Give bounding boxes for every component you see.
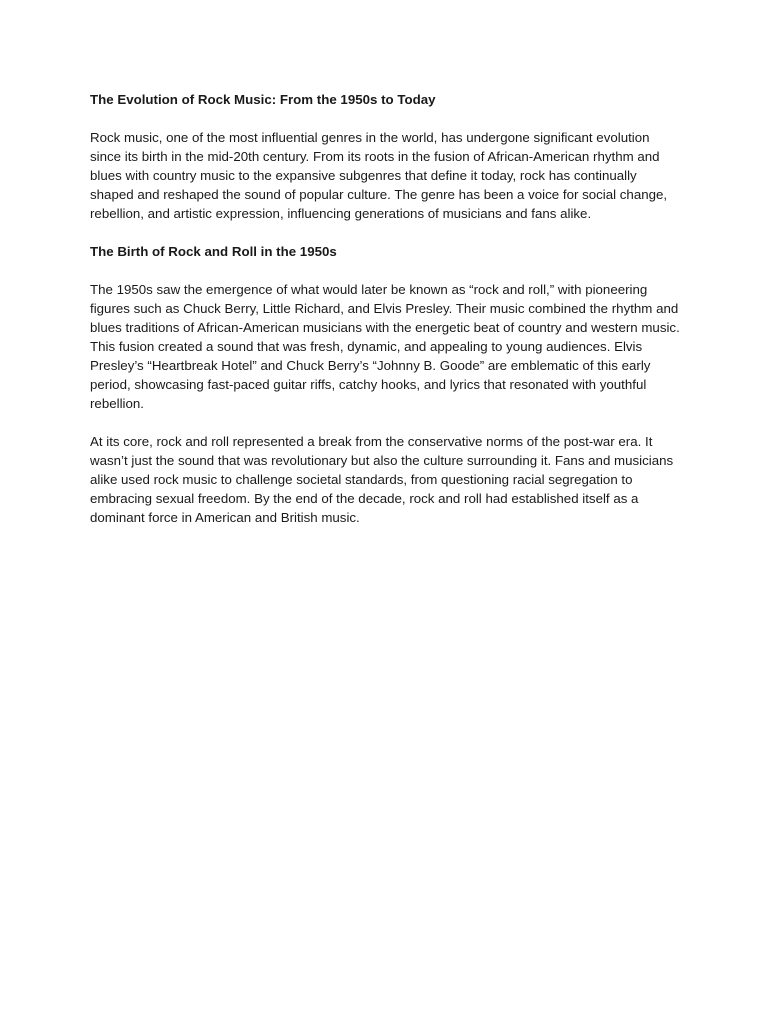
section-paragraph-2: At its core, rock and roll represented a break from the conservative norms of the post-war era. It wasn’t just the sound that was revolutionary but also the culture surrounding it. Fans and musicians alike used rock music to challenge societal standards, from questioning racial segregation to embracing sexual freedom. By the end of the decade, rock and roll had established itself as a dominant force in American and British music. [90,434,674,525]
intro-paragraph: Rock music, one of the most influential genres in the world, has undergone significant evolution since its birth in the mid-20th century. From its roots in the fusion of African-American rhythm and blues with country music to the expansive subgenres that define it today, rock has continually shaped and reshaped the sound of popular culture. The genre has been a voice for social change, rebellion, and artistic expression, influencing generations of musicians and fans alike. [90,130,668,221]
document-page [90,90,680,546]
section-paragraph-1: The 1950s saw the emergence of what would later be known as “rock and roll,” with pioneering figures such as Chuck Berry, Little Richard, and Elvis Presley. Their music combined the rhythm and blues traditions of African-American musicians with the energetic beat of country and western music. This fusion created a sound that was fresh, dynamic, and appealing to young audiences. Elvis Presley’s “Heartbreak Hotel” and Chuck Berry’s “Johnny B. Goode” are emblematic of this early period, showcasing fast-paced guitar riffs, catchy hooks, and lyrics that resonated with youthful rebellion. [90,282,680,411]
section-heading: The Birth of Rock and Roll in the 1950s [90,244,337,259]
document-title: The Evolution of Rock Music: From the 1950s to Today [90,92,436,107]
